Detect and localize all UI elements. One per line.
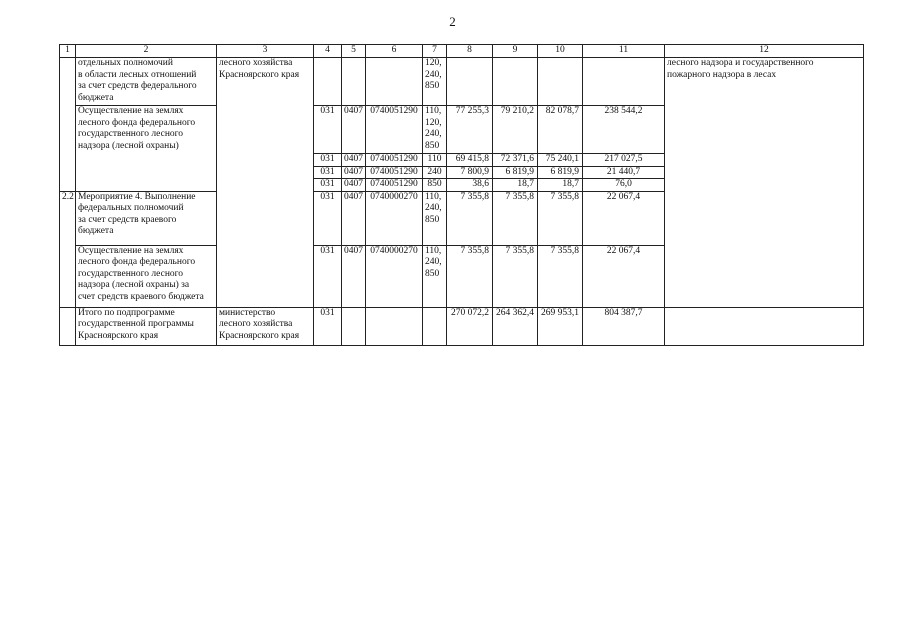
row-number-cell: 2.2: [60, 191, 76, 307]
grbs-cell: 031: [314, 106, 342, 154]
csr-cell: 0740051290: [366, 179, 423, 192]
header-cell: 4: [314, 45, 342, 58]
row-number-cell: [60, 58, 76, 192]
amount-cell: 269 953,1: [538, 307, 583, 345]
grbs-cell: 031: [314, 166, 342, 179]
result-cell: лесного надзора и государственного пожарного надзора в лесах: [665, 58, 864, 308]
amount-cell: 7 355,8: [538, 245, 583, 307]
rzpr-cell: 0407: [342, 154, 366, 167]
total-cell: 217 027,5: [583, 154, 665, 167]
vr-cell: 110, 240, 850: [423, 245, 447, 307]
amount-cell: 75 240,1: [538, 154, 583, 167]
total-cell: 238 544,2: [583, 106, 665, 154]
total-cell: 22 067,4: [583, 245, 665, 307]
total-cell: 804 387,7: [583, 307, 665, 345]
csr-cell: 0740000270: [366, 245, 423, 307]
description-cell: отдельных полномочий в области лесных отношений за счет средств федерального бюджета: [76, 58, 217, 106]
amount-cell: 18,7: [493, 179, 538, 192]
header-cell: 11: [583, 45, 665, 58]
description-cell: Мероприятие 4. Выполнение федеральных полномочий за счет средств краевого бюджета: [76, 191, 217, 245]
vr-cell: 110, 120, 240, 850: [423, 106, 447, 154]
header-cell: 6: [366, 45, 423, 58]
amount-cell: 270 072,2: [447, 307, 493, 345]
amount-cell: [538, 58, 583, 106]
total-cell: [583, 58, 665, 106]
grbs-cell: 031: [314, 179, 342, 192]
csr-cell: 0740051290: [366, 166, 423, 179]
csr-cell: [366, 58, 423, 106]
amount-cell: 6 819,9: [493, 166, 538, 179]
total-cell: 21 440,7: [583, 166, 665, 179]
csr-cell: 0740000270: [366, 191, 423, 245]
header-cell: 3: [217, 45, 314, 58]
rzpr-cell: 0407: [342, 166, 366, 179]
executor-cell: лесного хозяйства Красноярского края: [217, 58, 314, 308]
row-number-cell: [60, 307, 76, 345]
header-cell: 9: [493, 45, 538, 58]
vr-cell: 120, 240, 850: [423, 58, 447, 106]
header-cell: 7: [423, 45, 447, 58]
amount-cell: 6 819,9: [538, 166, 583, 179]
header-cell: 1: [60, 45, 76, 58]
header-cell: 12: [665, 45, 864, 58]
header-cell: 2: [76, 45, 217, 58]
rzpr-cell: 0407: [342, 106, 366, 154]
executor-cell: министерство лесного хозяйства Красноярского края: [217, 307, 314, 345]
grbs-cell: [314, 58, 342, 106]
vr-cell: 240: [423, 166, 447, 179]
rzpr-cell: [342, 307, 366, 345]
table-row: [60, 58, 864, 106]
page-number: 2: [449, 14, 456, 29]
description-cell: Осуществление на землях лесного фонда федерального государственного лесного надзора (лесной охраны): [76, 106, 217, 192]
amount-cell: 69 415,8: [447, 154, 493, 167]
rzpr-cell: 0407: [342, 245, 366, 307]
amount-cell: 7 355,8: [493, 245, 538, 307]
budget-table: [59, 44, 864, 346]
grbs-cell: 031: [314, 307, 342, 345]
total-cell: 76,0: [583, 179, 665, 192]
amount-cell: 72 371,6: [493, 154, 538, 167]
amount-cell: [447, 58, 493, 106]
vr-cell: 110: [423, 154, 447, 167]
rzpr-cell: 0407: [342, 191, 366, 245]
rzpr-cell: [342, 58, 366, 106]
header-cell: 5: [342, 45, 366, 58]
amount-cell: 77 255,3: [447, 106, 493, 154]
amount-cell: [493, 58, 538, 106]
amount-cell: 82 078,7: [538, 106, 583, 154]
amount-cell: 7 800,9: [447, 166, 493, 179]
table-row: [60, 307, 864, 345]
amount-cell: 7 355,8: [538, 191, 583, 245]
csr-cell: 0740051290: [366, 154, 423, 167]
csr-cell: 0740051290: [366, 106, 423, 154]
description-cell: Осуществление на землях лесного фонда федерального государственного лесного надзора (лесной охраны) за счет средств краевого бюджета: [76, 245, 217, 307]
header-cell: 10: [538, 45, 583, 58]
amount-cell: 18,7: [538, 179, 583, 192]
grbs-cell: 031: [314, 245, 342, 307]
amount-cell: 79 210,2: [493, 106, 538, 154]
description-cell: Итого по подпрограмме государственной программы Красноярского края: [76, 307, 217, 345]
amount-cell: 264 362,4: [493, 307, 538, 345]
amount-cell: 7 355,8: [493, 191, 538, 245]
amount-cell: 38,6: [447, 179, 493, 192]
result-cell: [665, 307, 864, 345]
vr-cell: 850: [423, 179, 447, 192]
vr-cell: 110, 240, 850: [423, 191, 447, 245]
grbs-cell: 031: [314, 191, 342, 245]
header-cell: 8: [447, 45, 493, 58]
grbs-cell: 031: [314, 154, 342, 167]
amount-cell: 7 355,8: [447, 245, 493, 307]
amount-cell: 7 355,8: [447, 191, 493, 245]
total-cell: 22 067,4: [583, 191, 665, 245]
header-row: [60, 45, 864, 58]
csr-cell: [366, 307, 423, 345]
vr-cell: [423, 307, 447, 345]
rzpr-cell: 0407: [342, 179, 366, 192]
